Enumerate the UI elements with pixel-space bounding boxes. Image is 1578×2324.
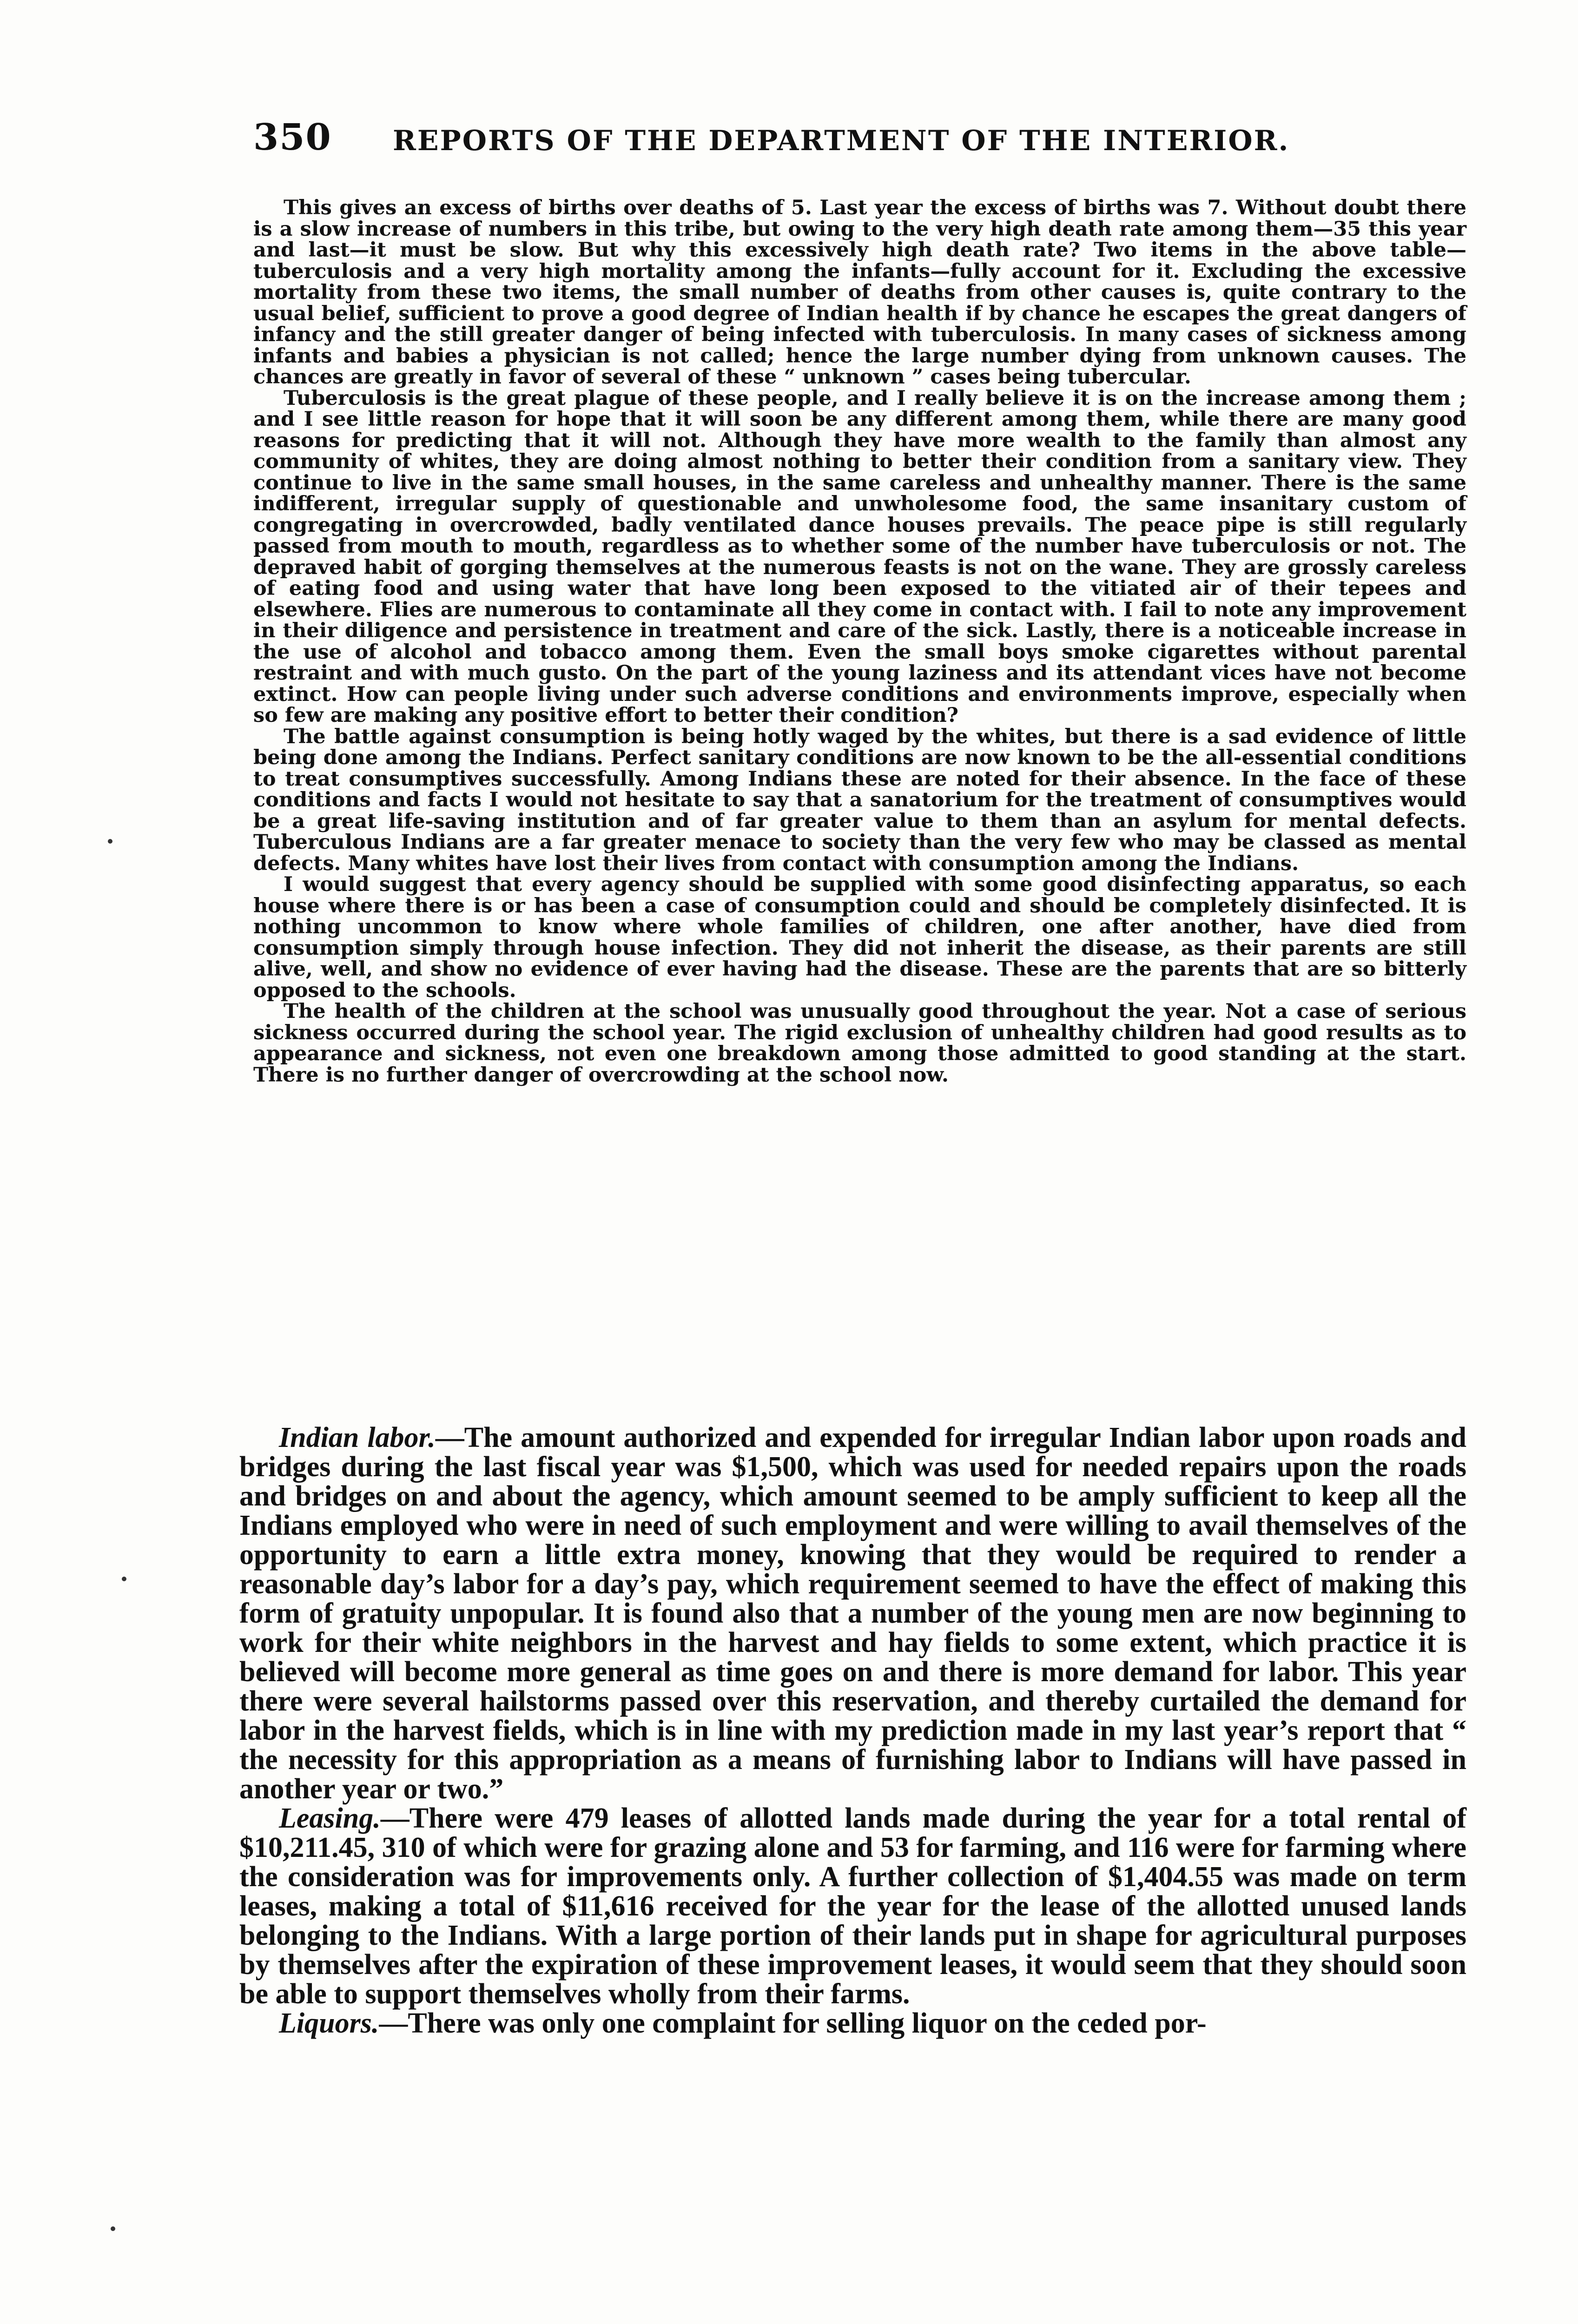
leasing-heading: Leasing.: [279, 1802, 381, 1834]
leasing-text: —There were 479 leases of allotted lands made during the year for a total rental of $10,211.45, 310 of which were for grazing alone and 53 for farming, and 116 were for farming where the consideration was for improvements only. A further collection of $1,404.55 was made on term leases, making a total of $11,616 received for the year for the lease of the allotted unused lands belonging to the Indians. With a large portion of their lands put in shape for agricultural purposes by themselves after the expiration of these improvement leases, it would seem that they should soon be able to support themselves wholly from their farms.: [239, 1802, 1466, 2010]
paragraph-liquors: [239, 2009, 1466, 2038]
page-number: 350: [253, 116, 332, 158]
indian-labor-text: —The amount authorized and expended for irregular Indian labor upon roads and bridges during the last fiscal year was $1,500, which was used for needed repairs upon the roads and bridges on and about the agency, which amount seemed to be amply sufficient to keep all the Indians employed who were in need of such employment and were willing to avail themselves of the opportunity to earn a little extra money, knowing that they would be required to render a reasonable day’s labor for a day’s pay, which requirement seemed to have the effect of making this form of gratuity unpopular. It is found also that a number of the young men are now beginning to work for their white neighbors in the harvest and hay fields to some extent, which practice it is believed will become more general as time goes on and there is more demand for labor. This year there were several hailstorms passed over this reservation, and thereby curtailed the demand for labor in the harvest fields, which is in line with my prediction made in my last year’s report that “ the necessity for this appropriation as a means of furnishing labor to Indians will have passed in another year or two.”: [239, 1422, 1466, 1805]
liquors-heading: Liquors.: [279, 2007, 379, 2039]
paragraph-tuberculosis-plague: Tuberculosis is the great plague of these people, and I really believe it is on the increase among them ; and I see little reason for hope that it will soon be any different among them, while there are many good reasons for predicting that it will not. Although they have more wealth to the family than almost any community of whites, they are doing almost nothing to better their condition from a sanitary view. They continue to live in the same small houses, in the same careless and unhealthy manner. There is the same indifferent, irregular supply of questionable and unwholesome food, the same insanitary custom of congregating in overcrowded, badly ventilated dance houses prevails. The peace pipe is still regularly passed from mouth to mouth, regardless as to whether some of the number have tuberculosis or not. The depraved habit of gorging themselves at the numerous feasts is not on the wane. They are grossly careless of eating food and using water that have long been exposed to the vitiated air of their tepees and elsewhere. Flies are numerous to contaminate all they come in contact with. I fail to note any improvement in their diligence and persistence in treatment and care of the sick. Lastly, there is a noticeable increase in the use of alcohol and tobacco among them. Even the small boys smoke cigarettes without parental restraint and with much gusto. On the part of the young laziness and its attendant vices have not become extinct. How can people living under such adverse conditions and environments improve, especially when so few are making any positive effort to better their condition?: [253, 386, 1466, 727]
page-header: [253, 116, 1350, 167]
medical-report-section: [253, 198, 1466, 1086]
paragraph-school-health: The health of the children at the school was unusually good throughout the year. Not a case of serious sickness occurred during the school year. The rigid exclusion of unhealthy children had good results as to appearance and sickness, not even one breakdown among those admitted to good standing at the start. There is no further danger of overcrowding at the school now.: [253, 1000, 1466, 1087]
paragraph-indian-labor: [239, 1423, 1466, 1804]
agency-report-section: [239, 1423, 1466, 2038]
paragraph-consumption-battle: The battle against consumption is being hotly waged by the whites, but there is a sad evidence of little being done among the Indians. Perfect sanitary conditions are now known to be the all-essential conditions to treat consumptives successfully. Among Indians these are noted for their absence. In the face of these conditions and facts I would not hesitate to say that a sanatorium for the treatment of consumptives would be a great life-saving institution and of far greater value to them than an asylum for mental defects. Tuberculous Indians are a far greater menace to society than the very few who may be classed as mental defects. Many whites have lost their lives from contact with consumption among the Indians.: [253, 725, 1466, 875]
indian-labor-heading: Indian labor.: [279, 1422, 436, 1453]
scan-speck: [111, 2226, 115, 2231]
paragraph-disinfecting-apparatus: I would suggest that every agency should be supplied with some good disinfecting apparatus, so each house where there is or has been a case of consumption could and should be completely disinfected. It is nothing uncommon to know where whole families of children, one after another, have died from consumption simply through house infection. They did not inherit the disease, as their parents are still alive, well, and show no evidence of ever having had the disease. These are the parents that are so bitterly opposed to the schools.: [253, 873, 1466, 1002]
paragraph-births-deaths: This gives an excess of births over deaths of 5. Last year the excess of births was 7. Without doubt there is a slow increase of numbers in this tribe, but owing to the very high death rate among them—35 this year and last—it must be slow. But why this excessively high death rate? Two items in the above table—tuberculosis and a very high mortality among the infants—fully account for it. Excluding the excessive mortality from these two items, the small number of deaths from other causes is, quite contrary to the usual belief, sufficient to prove a good degree of Indian health if by chance he escapes the great dangers of infancy and the still greater danger of being infected with tuberculosis. In many cases of sickness among infants and babies a physician is not called; hence the large number dying from unknown causes. The chances are greatly in favor of several of these “ unknown ” cases being tubercular.: [253, 196, 1466, 389]
paragraph-leasing: [239, 1804, 1466, 2009]
liquors-text: —There was only one complaint for selling liquor on the ceded por-: [379, 2007, 1207, 2039]
scan-speck: [108, 839, 112, 844]
running-title: REPORTS OF THE DEPARTMENT OF THE INTERIOR.: [393, 125, 1290, 157]
scan-speck: [122, 1577, 126, 1581]
